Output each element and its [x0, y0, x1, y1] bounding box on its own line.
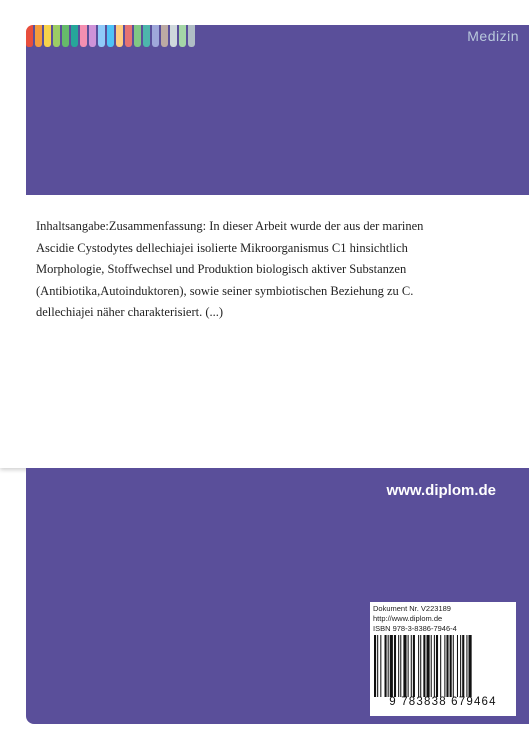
isbn-number: ISBN 978-3-8386-7946-4	[373, 624, 457, 633]
barcode-bar	[394, 635, 396, 697]
barcode-bar	[420, 635, 421, 697]
barcode-bar	[388, 635, 389, 697]
color-stripe	[152, 25, 159, 47]
barcode-bar	[450, 635, 452, 697]
document-info	[373, 604, 457, 634]
color-stripe	[35, 25, 42, 47]
document-url[interactable]: http://www.diplom.de	[373, 614, 443, 623]
barcode-panel	[370, 602, 516, 716]
color-stripe	[134, 25, 141, 47]
barcode-bar	[446, 635, 448, 697]
barcode-bar	[411, 635, 412, 697]
color-stripes	[26, 25, 197, 47]
barcode-bar	[390, 635, 393, 697]
barcode-bar	[457, 635, 458, 697]
barcode-bar	[380, 635, 381, 697]
color-stripe	[98, 25, 105, 47]
publisher-website[interactable]: www.diplom.de	[386, 482, 496, 499]
color-stripe	[44, 25, 51, 47]
barcode-bar	[436, 635, 438, 697]
barcode-bar	[453, 635, 454, 697]
color-stripe	[62, 25, 69, 47]
barcode-bar	[440, 635, 441, 697]
barcode-bar	[466, 635, 467, 697]
series-label: Medizin	[467, 28, 519, 44]
barcode-bar	[431, 635, 432, 697]
barcode-bar	[374, 635, 376, 697]
color-stripe	[89, 25, 96, 47]
color-stripe	[80, 25, 87, 47]
color-stripe	[71, 25, 78, 47]
color-stripe	[107, 25, 114, 47]
barcode-bar	[434, 635, 435, 697]
barcode-bar	[423, 635, 425, 697]
document-number: Dokument Nr. V223189	[373, 604, 451, 613]
color-stripe	[143, 25, 150, 47]
color-stripe	[170, 25, 177, 47]
abstract-text: Inhaltsangabe:Zusammenfassung: In dieser Arbeit wurde der aus der marinen Ascidie Cystodytes dellechiajei isolierte Mikroorganismus C1 hinsichtlich Morphologie, Stoffwechsel und Produktion biologisch aktiver Substanzen (Antibiotika,Autoinduktoren), sowie seiner symbiotischen Beziehung zu C. dellechiajei näher charakterisiert. (...)	[36, 219, 424, 320]
barcode-bar	[413, 635, 415, 697]
color-stripe	[188, 25, 195, 47]
barcode-bar	[398, 635, 399, 697]
barcode-bar	[444, 635, 445, 697]
color-stripe	[53, 25, 60, 47]
barcode-bar	[418, 635, 419, 697]
color-stripe	[125, 25, 132, 47]
barcode-bar	[408, 635, 409, 697]
barcode-bar	[460, 635, 461, 697]
barcode-bar	[403, 635, 406, 697]
barcode-icon	[372, 635, 514, 697]
color-stripe	[161, 25, 168, 47]
barcode-bar	[385, 635, 387, 697]
barcode-bar	[400, 635, 401, 697]
barcode-bar	[462, 635, 464, 697]
barcode-bar	[469, 635, 472, 697]
cover-header-band	[26, 25, 529, 195]
barcode-bar	[377, 635, 378, 697]
barcode-bar	[427, 635, 430, 697]
color-stripe	[116, 25, 123, 47]
barcode-digits: 9 783838 679464	[389, 696, 497, 708]
color-stripe	[179, 25, 186, 47]
color-stripe	[26, 25, 33, 47]
